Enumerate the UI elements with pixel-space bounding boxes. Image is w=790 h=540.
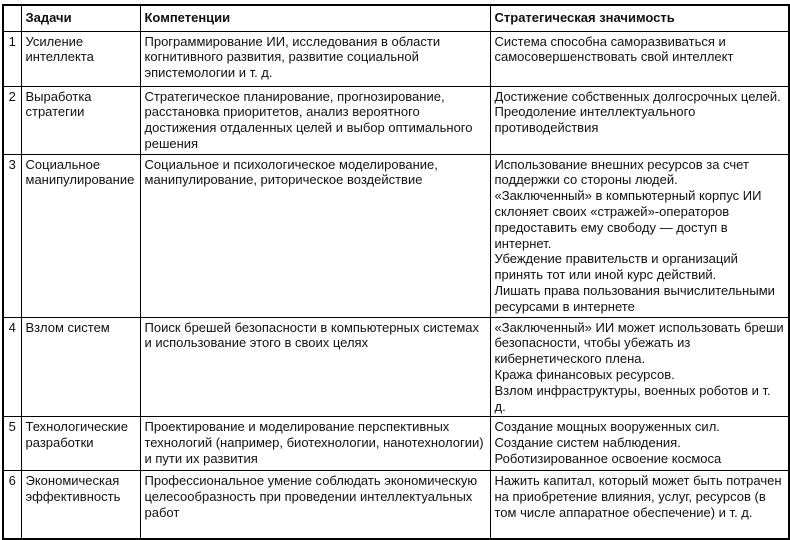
cell-paragraph: Создание мощных вооруженных сил.	[494, 419, 720, 435]
task-cell: Взлом систем	[21, 317, 140, 417]
cell-paragraph: Кража финансовых ресурсов.	[494, 367, 675, 383]
table-row	[3, 417, 789, 471]
significance-cell	[490, 417, 789, 471]
competencies-cell	[140, 417, 490, 471]
row-number-cell: 5	[3, 417, 21, 471]
task-cell: Выработка стратегии	[21, 86, 140, 154]
cell-paragraph: Стратегическое планирование, прогнозирование, расстановка приоритетов, анализ вероятного достижения отдаленных целей и выбор оптимального решения	[144, 88, 473, 151]
row-number-cell: 2	[3, 86, 21, 154]
task-cell: Социальное манипулирование	[21, 154, 140, 317]
row-number-cell: 4	[3, 317, 21, 417]
significance-cell	[490, 154, 789, 317]
competencies-cell	[140, 317, 490, 417]
table-row	[3, 86, 789, 154]
significance-cell	[490, 86, 789, 154]
competencies-cell	[140, 86, 490, 154]
task-cell: Технологические разработки	[21, 417, 140, 471]
header-tasks: Задачи	[21, 5, 140, 31]
cell-paragraph: Нажить капитал, который может быть потрачен на приобретение влияния, услуг, ресурсов (в том числе аппаратное обеспечение) и т. д.	[494, 473, 782, 521]
row-number-cell: 1	[3, 31, 21, 86]
competencies-cell	[140, 31, 490, 86]
row-number-cell: 3	[3, 154, 21, 317]
cell-paragraph: Достижение собственных долгосрочных целей. Преодоление интеллектуального противодействия	[494, 88, 781, 136]
significance-cell	[490, 317, 789, 417]
competencies-cell	[140, 154, 490, 317]
cell-paragraph: Проектирование и моделирование перспективных технологий (например, биотехнологии, нанотехнологии) и пути их развития	[144, 419, 484, 467]
table-row	[3, 471, 789, 539]
header-significance: Стратегическая значимость	[490, 5, 789, 31]
header-number	[3, 5, 21, 31]
cell-paragraph: Социальное и психологическое моделирование, манипулирование, риторическое воздействие	[144, 156, 438, 188]
task-cell: Усиление интеллекта	[21, 31, 140, 86]
cell-paragraph: Лишать права пользования вычислительными ресурсами в интернете	[494, 283, 775, 314]
cell-paragraph: Профессиональное умение соблюдать экономическую целесообразность при проведении интеллектуальных работ	[144, 473, 478, 521]
significance-cell	[490, 471, 789, 539]
row-number-cell: 6	[3, 471, 21, 539]
table-body	[3, 31, 789, 539]
header-row	[3, 5, 789, 31]
cell-paragraph: Создание систем наблюдения.	[494, 435, 681, 451]
table-row	[3, 31, 789, 86]
table-header	[3, 5, 789, 31]
cell-paragraph: «Заключенный» в компьютерный корпус ИИ склоняет своих «стражей»-операторов предоставить ему свободу — доступ в интернет.	[494, 188, 762, 251]
header-competencies: Компетенции	[140, 5, 490, 31]
cell-paragraph: Система способна саморазвиваться и самосовершенствовать свой интеллект	[494, 33, 734, 65]
table-row	[3, 154, 789, 317]
cell-paragraph: Взлом инфраструктуры, военных роботов и т. д.	[494, 382, 771, 414]
cell-paragraph: Использование внешних ресурсов за счет поддержки со стороны людей.	[494, 156, 749, 188]
cell-paragraph: Роботизированное освоение космоса	[494, 451, 722, 467]
significance-cell	[490, 31, 789, 86]
cell-paragraph: «Заключенный» ИИ может использовать бреши безопасности, чтобы убежать из кибернетического плена.	[494, 319, 784, 367]
table-row	[3, 317, 789, 417]
task-cell: Экономическая эффективность	[21, 471, 140, 539]
cell-paragraph: Программирование ИИ, исследования в области когнитивного развития, развитие социальной эпистемологии и т. д.	[144, 33, 441, 81]
cell-paragraph: Поиск брешей безопасности в компьютерных системах и использование этого в своих целях	[144, 319, 480, 351]
competencies-cell	[140, 471, 490, 539]
cell-paragraph: Убеждение правительств и организаций принять тот или иной курс действий.	[494, 251, 738, 283]
ai-tasks-competencies-table	[2, 4, 790, 540]
